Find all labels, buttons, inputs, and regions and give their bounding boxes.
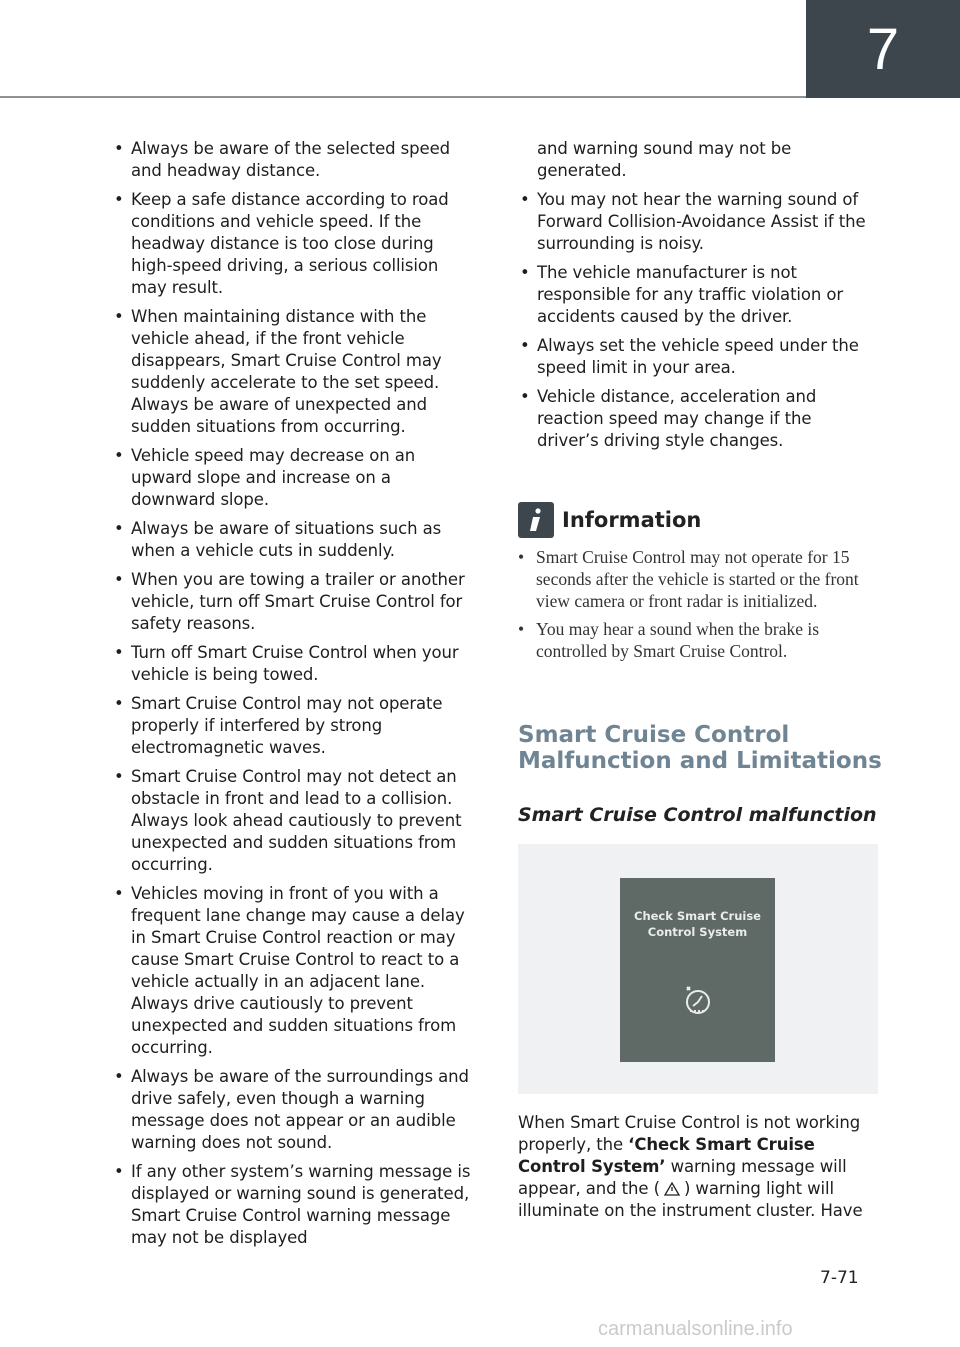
list-item: • Smart Cruise Control may not operate properly if interfered by strong electromagnetic waves. bbox=[112, 693, 472, 759]
chapter-number: 7 bbox=[866, 16, 900, 82]
list-item: • If any other system’s warning message is displayed or warning sound is generated, Smart Cruise Control warning message may not be displayed bbox=[112, 1161, 472, 1249]
malfunction-paragraph: When Smart Cruise Control is not working properly, the ‘Check Smart Cruise Control System’ warning message will appear, and the ( ) warning light will illuminate on the instrument cluster. Have bbox=[518, 1113, 863, 1220]
list-item: • Keep a safe distance according to road conditions and vehicle speed. If the headway distance is too close during high-speed driving, a serious collision may result. bbox=[112, 189, 472, 299]
list-item: • Always be aware of the surroundings and drive safely, even though a warning message does not appear or an audible warning does not sound. bbox=[112, 1066, 472, 1154]
section-title: Smart Cruise Control Malfunction and Limitations bbox=[518, 722, 882, 774]
header-rule bbox=[0, 96, 806, 98]
list-item: • Smart Cruise Control may not detect an obstacle in front and lead to a collision. Always look ahead cautiously to prevent unexpected and sudden situations from occurring. bbox=[112, 766, 472, 876]
left-column bbox=[112, 138, 472, 1256]
list-item: • Always be aware of the selected speed and headway distance. bbox=[112, 138, 472, 182]
page-number: 7-71 bbox=[820, 1268, 859, 1288]
cluster-display bbox=[620, 878, 775, 1062]
info-icon bbox=[518, 502, 554, 538]
caution-list bbox=[112, 138, 472, 1249]
caution-list-continued bbox=[518, 189, 878, 452]
list-item: • When you are towing a trailer or another vehicle, turn off Smart Cruise Control for safety reasons. bbox=[112, 569, 472, 635]
list-item: • The vehicle manufacturer is not responsible for any traffic violation or accidents caused by the driver. bbox=[518, 262, 878, 328]
list-item: • Vehicles moving in front of you with a frequent lane change may cause a delay in Smart Cruise Control reaction or may cause Smart Cruise Control to react to a vehicle actually in an adjacent lane. Always drive cautiously to prevent unexpected and sudden situations from occurring. bbox=[112, 883, 472, 1059]
smart-cruise-warning-icon bbox=[676, 978, 720, 1022]
warning-triangle-icon bbox=[664, 1182, 680, 1196]
list-item: • Smart Cruise Control may not operate for 15 seconds after the vehicle is started or the front view camera or front radar is initialized. bbox=[518, 546, 878, 612]
list-item: • When maintaining distance with the vehicle ahead, if the front vehicle disappears, Smart Cruise Control may suddenly accelerate to the set speed. Always be aware of unexpected and sudden situations from occurring. bbox=[112, 306, 472, 438]
right-column bbox=[518, 138, 882, 1239]
list-item: • You may hear a sound when the brake is controlled by Smart Cruise Control. bbox=[518, 618, 878, 662]
list-item: • Always be aware of situations such as when a vehicle cuts in suddenly. bbox=[112, 518, 472, 562]
cluster-warning-message: Check Smart Cruise Control System bbox=[634, 909, 761, 939]
list-item: • Turn off Smart Cruise Control when your vehicle is being towed. bbox=[112, 642, 472, 686]
watermark: carmanualsonline.info bbox=[598, 1318, 793, 1340]
cluster-figure bbox=[518, 844, 878, 1094]
list-item: • Vehicle speed may decrease on an upward slope and increase on a downward slope. bbox=[112, 445, 472, 511]
information-header bbox=[518, 502, 878, 538]
list-item: • You may not hear the warning sound of Forward Collision-Avoidance Assist if the surrounding is noisy. bbox=[518, 189, 878, 255]
list-item: • Always set the vehicle speed under the speed limit in your area. bbox=[518, 335, 878, 379]
continued-text: and warning sound may not be generated. bbox=[537, 139, 792, 180]
information-list bbox=[518, 546, 878, 662]
list-item: • Vehicle distance, acceleration and reaction speed may change if the driver’s driving style changes. bbox=[518, 386, 878, 452]
information-title: Information bbox=[562, 508, 702, 532]
subsection-title: Smart Cruise Control malfunction bbox=[518, 804, 877, 826]
chapter-tab bbox=[806, 0, 960, 98]
